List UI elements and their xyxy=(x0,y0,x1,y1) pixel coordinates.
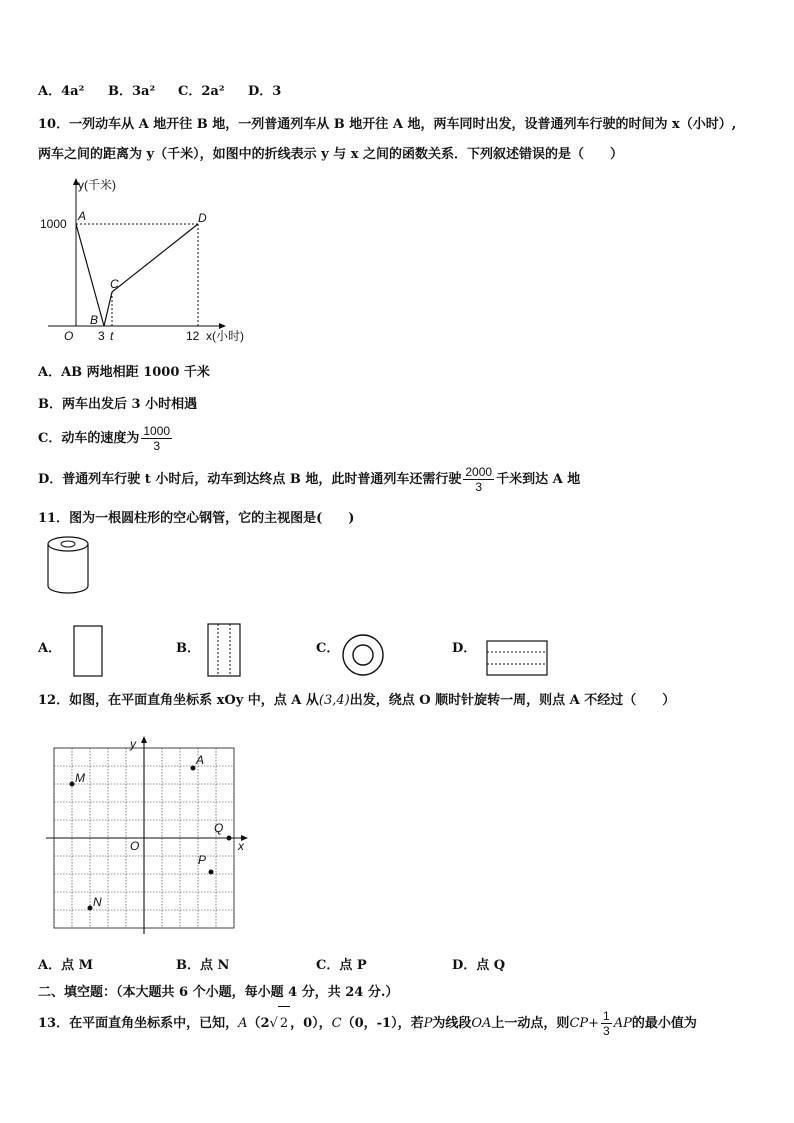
q10-y-label: y(千米) xyxy=(78,178,116,192)
q12-option-a: A．点 M xyxy=(38,958,94,973)
q12-axis-x-label: x xyxy=(238,839,244,853)
q10-y-tick-1000: 1000 xyxy=(40,217,67,231)
q11-option-b-figure xyxy=(204,622,244,678)
q12-point-m xyxy=(70,782,75,787)
q12-point-n xyxy=(88,906,93,911)
q13-fraction: $\frac{1}{3}$ xyxy=(603,1009,610,1038)
q12-label-n: N xyxy=(93,895,102,909)
q9-option-a: A．4a² xyxy=(38,84,85,99)
q10-graph xyxy=(30,172,270,352)
q10-point-a: A xyxy=(78,209,87,223)
q11-cylinder-figure xyxy=(44,534,92,596)
q12-label-p: P xyxy=(198,853,207,867)
q10-option-d-fraction: $\frac{2000}{3}$ xyxy=(465,465,493,494)
q12-point-p xyxy=(209,870,214,875)
q10-origin: O xyxy=(64,329,74,343)
q10-point-b: B xyxy=(90,313,99,327)
q12-axis-y-label: y xyxy=(130,737,136,751)
q12-option-b: B．点 N xyxy=(176,958,230,973)
q11-label-b: B． xyxy=(176,641,200,656)
q11-label-a: A． xyxy=(38,641,62,656)
section-heading-fill-in: 二、填空题：（本大题共 6 个小题，每小题 4 分，共 24 分.） xyxy=(38,985,399,1000)
q12-y-arrow xyxy=(141,736,147,743)
q10-x-label: x(小时) xyxy=(206,329,244,343)
q12-point-q xyxy=(227,836,232,841)
q11-stem: 11．图为一根圆柱形的空心钢管，它的主视图是( ) xyxy=(38,511,355,526)
q13-sqrt: 2 xyxy=(278,1006,290,1041)
q12-option-d: D．点 Q xyxy=(452,958,506,973)
q10-stem-line2: 两车之间的距离为 y（千米），如图中的折线表示 y 与 x 之间的函数关系．下列叙述错误的是（ ） xyxy=(38,147,623,162)
q10-option-a: A．AB 两地相距 1000 千米 xyxy=(38,365,210,380)
q11-option-d-figure xyxy=(484,638,550,678)
q13-stem: 13．在平面直角坐标系中，已知，A（2√ 2 ，0），C（0，-1），若P为线段OA上一动点，则CP+ $\frac{1}{3}$ AP的最小值为 xyxy=(38,1006,697,1041)
q12-point-a xyxy=(191,766,196,771)
q10-option-d: D．普通列车行驶 t 小时后，动车到达终点 B 地，此时普通列车还需行驶 $\frac{2000}{3}$ 千米到达 A 地 xyxy=(38,465,581,494)
q12-label-a: A xyxy=(196,753,205,767)
q10-option-b: B．两车出发后 3 小时相遇 xyxy=(38,397,198,412)
q12-stem: 12．如图，在平面直角坐标系 xOy 中，点 A 从(3,4)出发，绕点 O 顺时针旋转一周，则点 A 不经过（ ） xyxy=(38,693,676,708)
q10-option-c-fraction: $\frac{1000}{3}$ xyxy=(143,424,171,453)
q10-point-c: C xyxy=(110,277,119,291)
q12-label-q: Q xyxy=(214,821,224,835)
q12-label-m: M xyxy=(75,771,85,785)
q10-x-tick-12: 12 xyxy=(186,329,200,343)
q10-x-tick-3: 3 xyxy=(98,329,105,343)
q10-function-line xyxy=(76,224,198,326)
q10-point-d: D xyxy=(198,211,207,225)
q11-label-c: C． xyxy=(316,641,340,656)
q11-label-d: D． xyxy=(452,641,477,656)
q12-coordinate-grid xyxy=(44,734,254,934)
q9-option-b: B．3a² xyxy=(108,84,156,99)
q10-stem-line1: 10．一列动车从 A 地开往 B 地，一列普通列车从 B 地开往 A 地，两车同时出发，设普通列车行驶的时间为 x（小时）, xyxy=(38,117,737,132)
q11-option-a-figure xyxy=(70,624,106,678)
q10-x-tick-t: t xyxy=(110,329,114,343)
q12-start-point: (3,4) xyxy=(318,693,350,708)
q9-option-d: D．3 xyxy=(248,84,282,99)
q11-option-c-figure xyxy=(340,632,386,678)
q12-origin: O xyxy=(130,839,140,853)
q10-option-c: C．动车的速度为 $\frac{1000}{3}$ xyxy=(38,424,171,453)
q9-option-c: C．2a² xyxy=(178,84,225,99)
q12-option-c: C．点 P xyxy=(316,958,367,973)
